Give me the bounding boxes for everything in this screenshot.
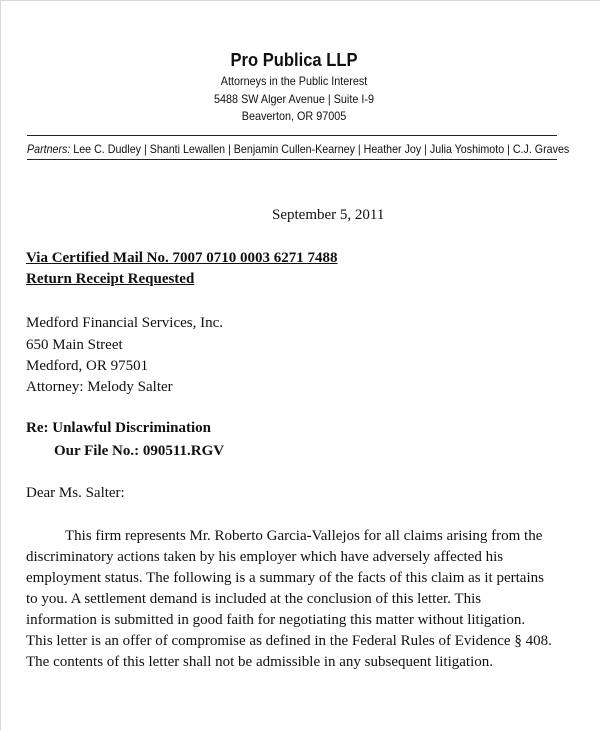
body-line: discriminatory actions taken by his employer which have adversely affected his — [26, 549, 504, 565]
subject-line: Re: Unlawful Discrimination — [26, 420, 211, 436]
letter-date: September 5, 2011 — [272, 207, 385, 223]
letterhead-rule-bottom — [27, 159, 557, 160]
partners-label: Partners: — [27, 142, 71, 156]
body-line: employment status. The following is a summary of the facts of this claim as it pertains — [26, 570, 544, 586]
firm-address-line2: Beaverton, OR 97005 — [241, 109, 347, 123]
body-line: to you. A settlement demand is included at the conclusion of this letter. This — [26, 591, 482, 607]
recipient-city: Medford, OR 97501 — [26, 358, 149, 374]
letterhead-rule-top — [27, 135, 557, 136]
firm-address-line1: 5488 SW Alger Avenue | Suite I-9 — [214, 92, 374, 106]
body-line: The contents of this letter shall not be admissible in any subsequent litigation. — [26, 654, 493, 670]
body-line: This firm represents Mr. Roberto Garcia-Vallejos for all claims arising from the — [65, 528, 543, 544]
firm-tagline: Attorneys in the Public Interest — [220, 74, 368, 88]
body-line: This letter is an offer of compromise as defined in the Federal Rules of Evidence § 408. — [26, 633, 552, 649]
body-line: information is submitted in good faith for negotiating this matter without litigation. — [26, 612, 526, 628]
partners-names: Lee C. Dudley | Shanti Lewallen | Benjamin Cullen-Kearney | Heather Joy | Julia Yoshimoto | C.J. Graves — [73, 142, 570, 156]
certified-mail-line: Via Certified Mail No. 7007 0710 0003 6271 7488 — [26, 250, 338, 266]
firm-name: Pro Publica LLP — [230, 50, 358, 70]
return-receipt-line: Return Receipt Requested — [26, 271, 195, 287]
partners-list — [27, 141, 570, 157]
recipient-name: Medford Financial Services, Inc. — [26, 315, 224, 331]
recipient-street: 650 Main Street — [26, 337, 123, 353]
recipient-attorney: Attorney: Melody Salter — [26, 379, 173, 395]
salutation: Dear Ms. Salter: — [26, 485, 125, 501]
file-number-line: Our File No.: 090511.RGV — [54, 443, 225, 459]
